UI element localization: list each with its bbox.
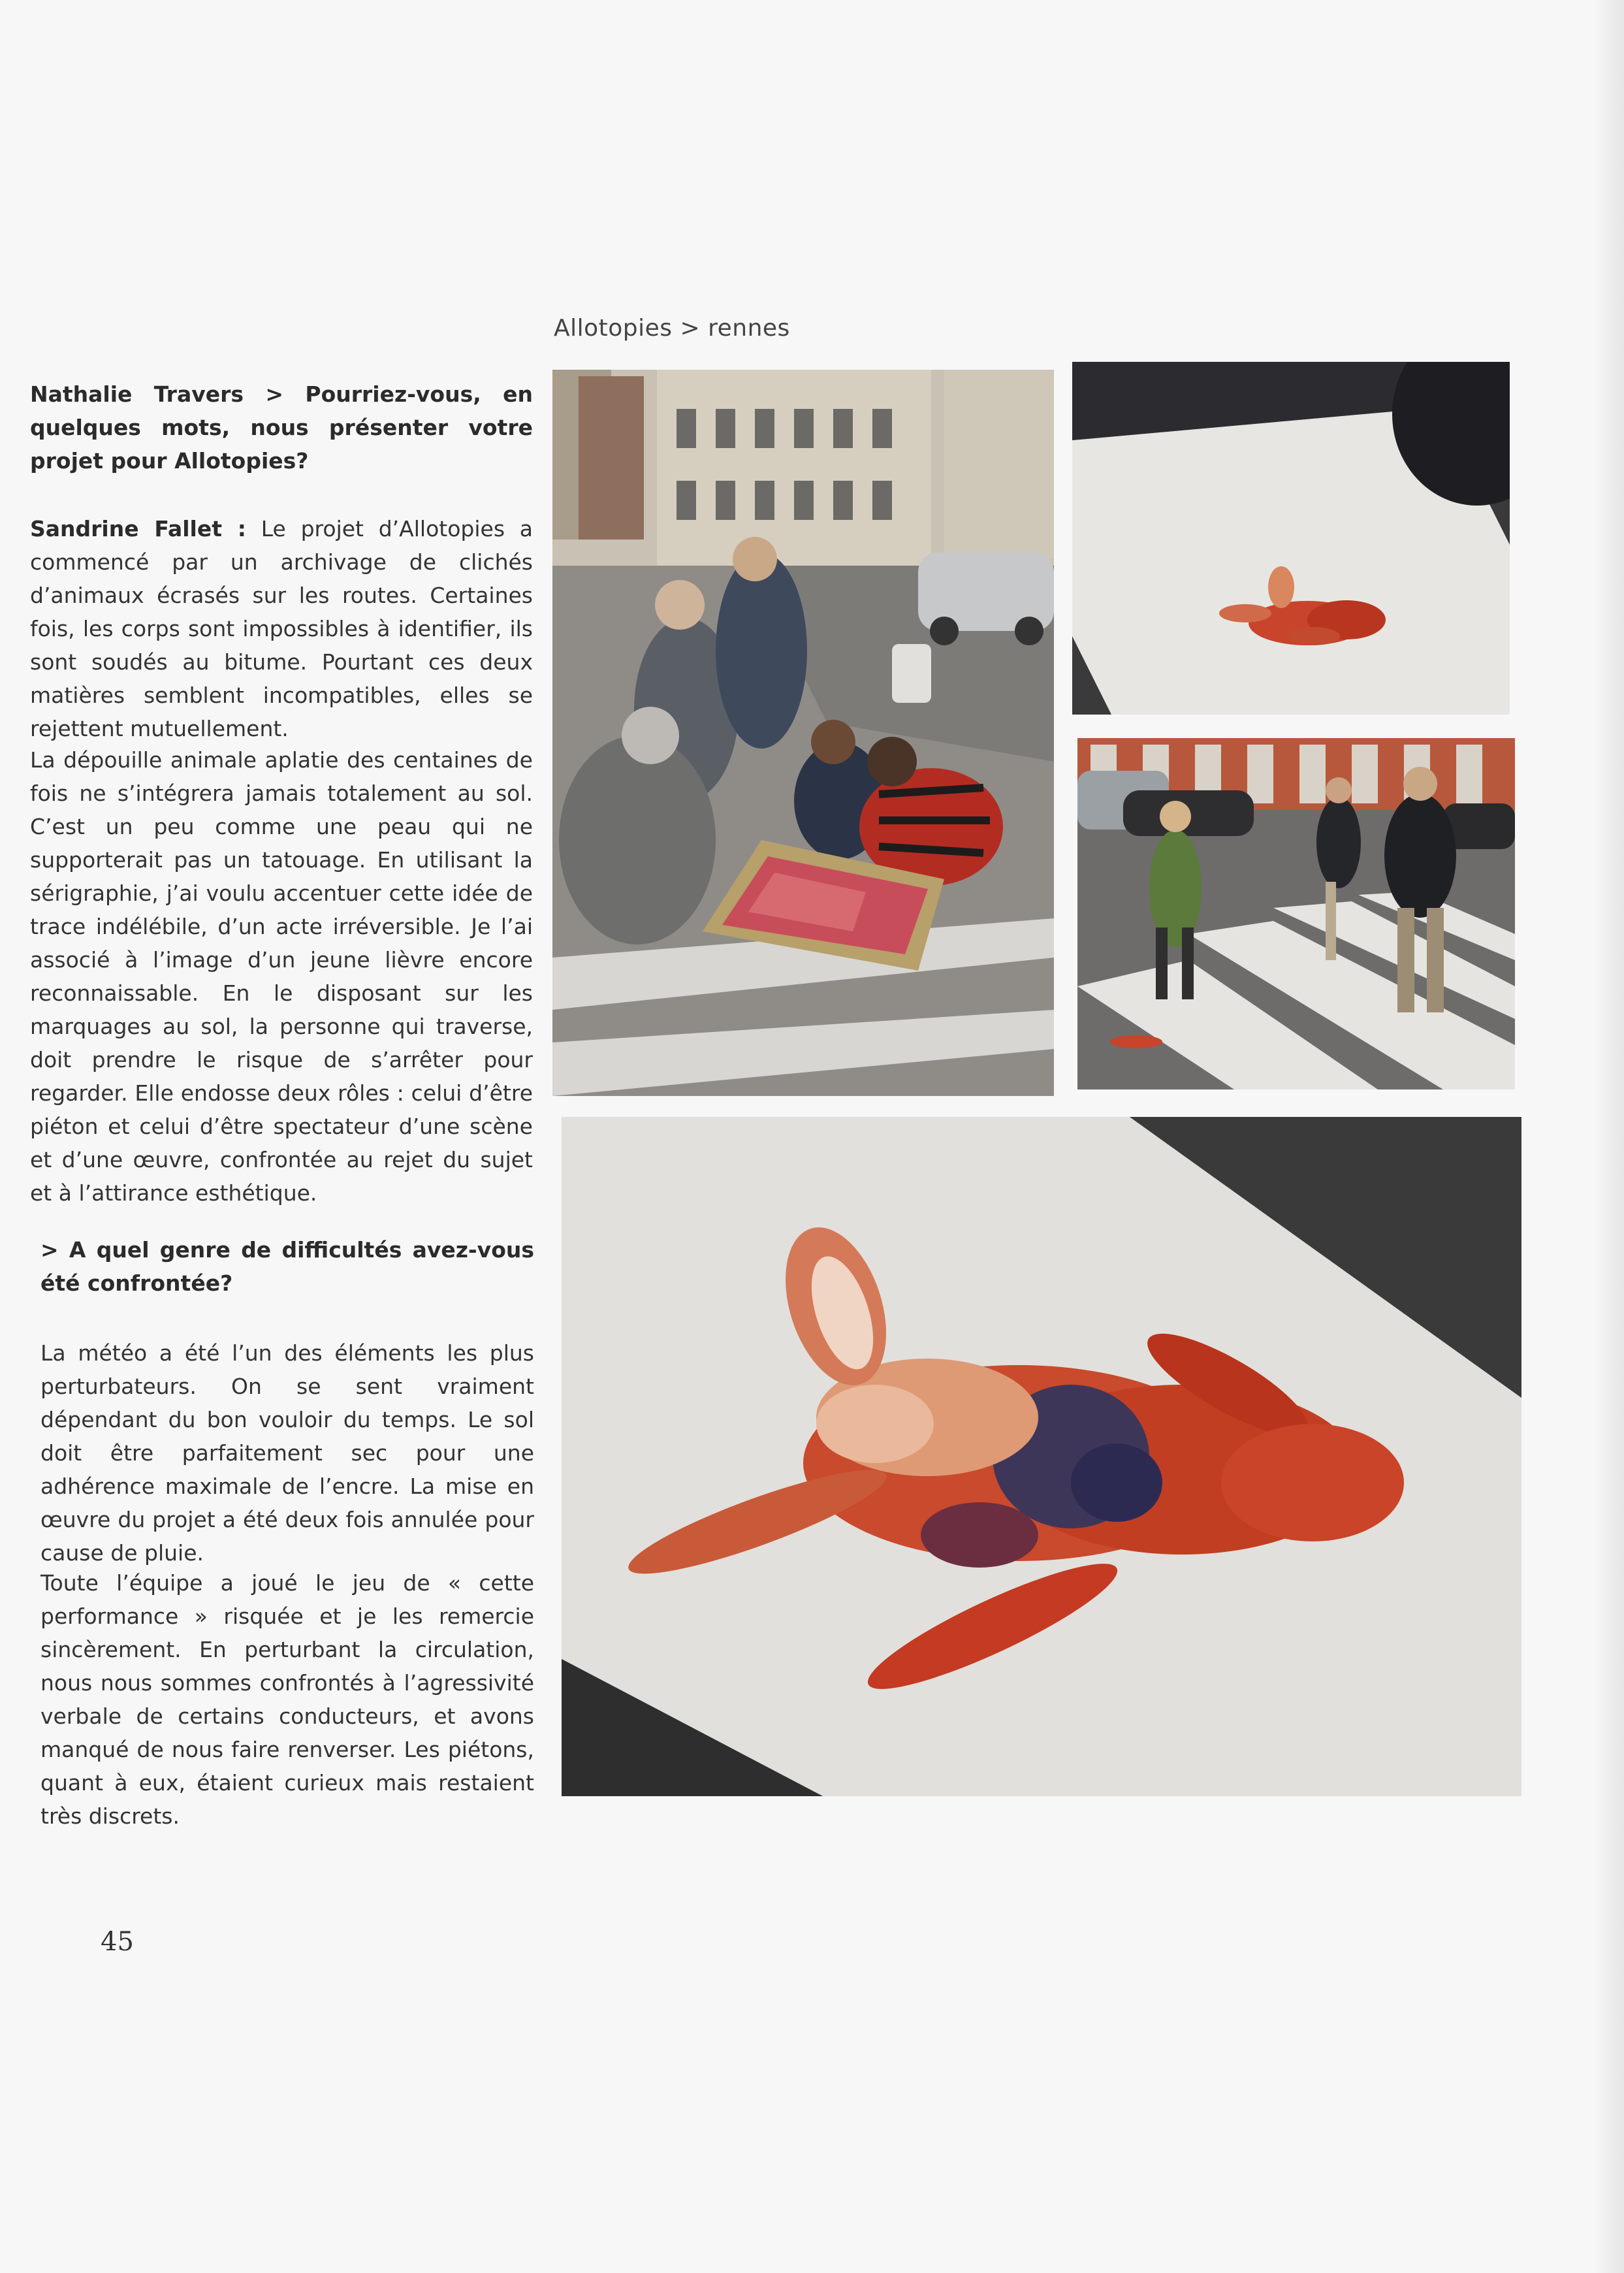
- photo-hare-crosswalk-small: [1072, 362, 1510, 715]
- page-number: 45: [101, 1927, 134, 1957]
- answer-1-text: Le projet d’Allotopies a commencé par un archivage de clichés d’animaux écrasés sur les routes. Certaines fois, les corps sont impossibles à identifier, ils sont soudés au bitume. Pourtant ces deux matières semblent incompatibles, elles se rejettent mutuellement.: [30, 516, 533, 741]
- speaker-name: Sandrine Fallet :: [30, 516, 246, 541]
- answer-1-paragraph-2: La dépouille animale aplatie des centaines de fois ne s’intégrera jamais totalement au sol. C’est un peu comme une peau qui ne supporterait pas un tatouage. En utilisant la sérigraphie, j’ai voulu accentuer cette idée de trace indélébile, d’un acte irréversible. Je l’ai associé à l’image d’un jeune lièvre encore reconnaissable. En le disposant sur les marquages au sol, la personne qui traverse, doit prendre le risque de s’arrêter pour regarder. Elle endosse deux rôles : celui d’être piéton et celui d’être spectateur d’une scène et d’une œuvre, confrontée au rejet du sujet et à l’attirance esthétique.: [30, 747, 533, 1206]
- section-header: Allotopies > rennes: [554, 315, 790, 342]
- photo-pedestrians-crossing: [1077, 738, 1515, 1089]
- question-1: Nathalie Travers > Pourriez-vous, en quelques mots, nous présenter votre projet pour Allotopies?: [30, 381, 533, 474]
- answer-2-paragraph-2: Toute l’équipe a joué le jeu de « cette performance » risquée et je les remercie sincèrement. En perturbant la circulation, nous nous sommes confrontés à l’agressivité verbale de certains conducteurs, et avons manqué de nous faire renverser. Les piétons, quant à eux, étaient curieux mais restaient très discrets.: [40, 1570, 534, 1829]
- page-edge-shadow: [1593, 0, 1624, 2273]
- question-2: > A quel genre de difficultés avez-vous été confrontée?: [40, 1237, 534, 1296]
- answer-2-paragraph-1: La météo a été l’un des éléments les plus perturbateurs. On se sent vraiment dépendant du bon vouloir du temps. Le sol doit être parfaitement sec pour une adhérence maximale de l’encre. La mise en œuvre du projet a été deux fois annulée pour cause de pluie.: [40, 1340, 534, 1566]
- photo-street-screenprinting: [552, 370, 1054, 1096]
- photo-hare-print-closeup: [562, 1117, 1521, 1796]
- answer-1-paragraph-1: [30, 512, 533, 745]
